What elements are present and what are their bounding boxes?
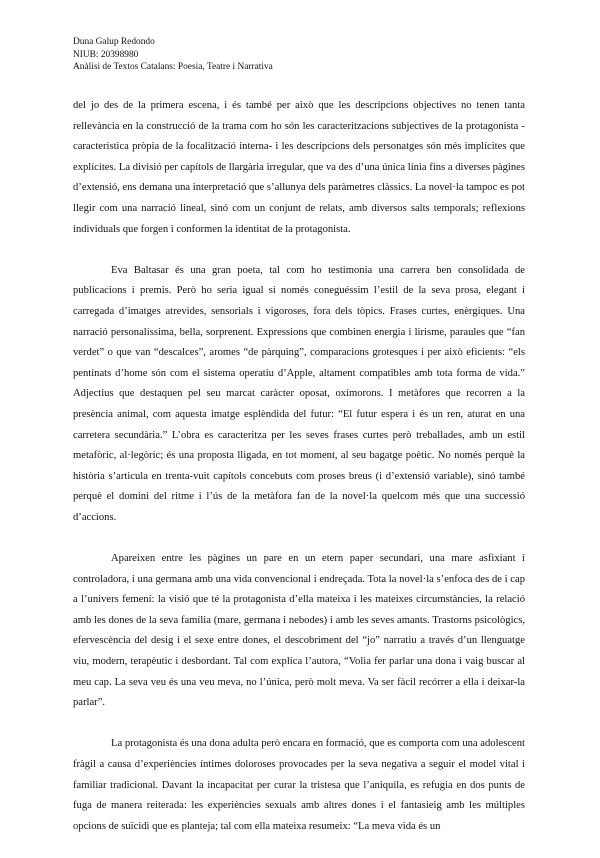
paragraph-1: del jo des de la primera escena, i és també per això que les descripcions objectives no tenen tanta rellevància en la construcció de la trama com ho són les caracteritzacions subjectives de la protagonista -característica pròpia de la focalització interna- i les descripcions dels personatges són més implícites que explícites. La divisió per capítols de llargària irregular, que va des d’una única línia fins a diverses pàgines d’extensió, ens demana una interpretació que s’allunya dels paràmetres clàssics. La novel·la tampoc es pot llegir com una narració lineal, sinó com un conjunt de relats, amb diversos salts temporals; reflexions individuals que forgen i conformen la identitat de la protagonista. (73, 100, 525, 235)
document-body (73, 96, 525, 858)
author-name: Duna Galup Redondo (73, 37, 155, 47)
paragraph-2: Eva Baltasar és una gran poeta, tal com ho testimonia una carrera ben consolidada de publicacions i premis. Però ho seria igual si només coneguéssim l’estil de la seva prosa, elegant i carregada d’imatges atrevides, sensorials i vigoroses, fora dels tòpics. Frases curtes, enèrgiques. Una narració personalíssima, bella, sorprenent. Expressions que combinen energia i lirisme, paraules que “fan verdet” o que van “descalces”, aromes “de pàrquing”, comparacions grotesques i per això eficients: “els pentinats d’home són com el sistema operatiu d’Apple, altament compatibles amb tota forma de vida.” Adjectius que destaquen pel seu marcat caràcter oposat, oxímorons. I metàfores que recorren a la presència animal, com aquesta imatge esplèndida del futur: “El futur espera i és un ren, aturat en una carretera secundària.” L’obra es caracteritza per les seves frases curtes però treballades, amb un estil metafòric, al·legòric; és una proposta lligada, en tot moment, al seu bagatge poètic. No només perquè la història s’articula en trenta-vuit capítols concebuts com proses breus (i d’extensió variable), sinó també perquè el domini del ritme i l’ús de la metàfora fan de la novel·la quelcom més que una successió d’accions. (73, 264, 525, 523)
paragraph-3: Apareixen entre les pàgines un pare en un etern paper secundari, una mare asfixiant i controladora, i una germana amb una vida convencional i endreçada. Tota la novel·la s’enfoca des de i cap a l’univers femení: la visió que té la protagonista d’ella mateixa i les mateixes circumstàncies, la relació amb les dones de la seva família (mare, germana i nebodes) i amb les seves amants. Trastorns psicològics, efervescència del desig i el sexe entre dones, el descobriment del “jo” narratiu a través d’un llenguatge viu, modern, terapèutic i desbordant. Tal com explica l’autora, “Volia fer parlar una dona i vaig buscar al meu cap. La seva veu és una veu meva, no l’única, però molt meva. Va ser fàcil recórrer a ella i deixar-la parlar”. (73, 553, 525, 709)
paragraph-4: La protagonista és una dona adulta però encara en formació, que es comporta com una adolescent fràgil a causa d’experiències íntimes doloroses provocades per la seva negativa a seguir el model vital i familiar tradicional. Davant la incapacitat per curar la tristesa que l’aniquila, es refugia en dos punts de fuga de manera reiterada: les experiències sexuals amb altres dones i el fantasieig amb les múltiples opcions de suïcidi que es planteja; tal com ella mateixa resumeix: “La meva vida és un (73, 738, 525, 832)
student-id: NIUB: 20398980 (73, 49, 139, 60)
document-header (73, 36, 273, 74)
course-title: Anàlisi de Textos Catalans: Poesia, Teatre i Narrativa (73, 62, 273, 72)
